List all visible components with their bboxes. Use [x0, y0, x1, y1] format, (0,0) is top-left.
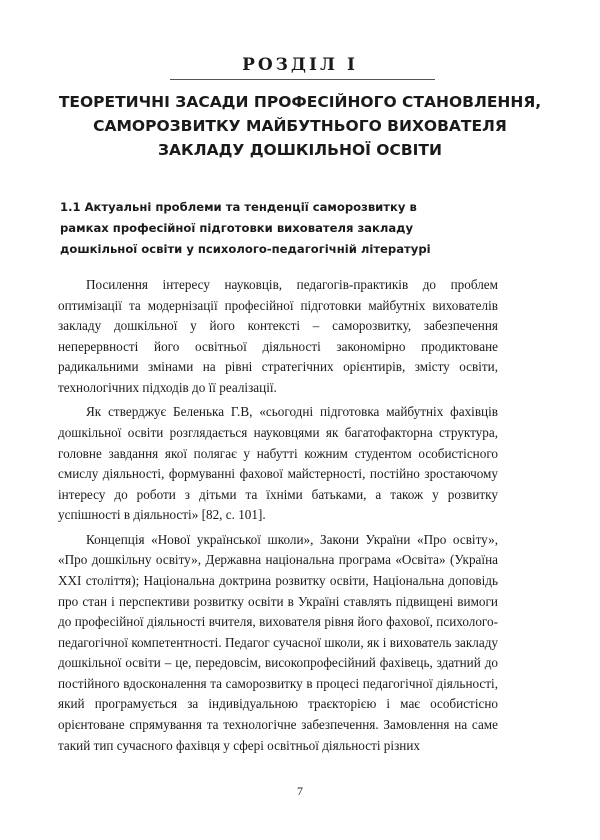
paragraph: Посилення інтересу науковців, педагогів-практиків до проблем оптимізації та модернізації професійної підготовки майбутніх вихователів закладу дошкільної у його контексті – саморозвитку, забезпечення неперервності його освітньої діяльності закономірно продиктоване радикальними змінами на рівні стратегічних орієнтирів, змісту освіти, технологічних підходів до її реалізації. — [58, 277, 498, 395]
subsection-title — [60, 197, 540, 260]
section-divider — [170, 79, 435, 80]
chapter-title-line: ЗАКЛАДУ ДОШКІЛЬНОЇ ОСВІТИ — [158, 141, 442, 159]
body-text — [58, 275, 498, 760]
chapter-title-line: ТЕОРЕТИЧНІ ЗАСАДИ ПРОФЕСІЙНОГО СТАНОВЛЕННЯ, — [58, 93, 542, 111]
page-number: 7 — [297, 784, 303, 798]
section-label: РОЗДІЛ І — [242, 55, 358, 75]
paragraph: Концепція «Нової української школи», Закони України «Про освіту», «Про дошкільну освіту», Державна національна програма «Освіта» (Україна XXI століття); Національна доктрина розвитку освіти, Національна доповідь про стан і перспективи розвитку освіти в Україні ставлять підвищені вимоги до професійної діяльності вчителя, вихователя рівня його фахової, психолого-педагогічної компетентності. Педагог сучасної школи, як і вихователь закладу дошкільної освіти – це, передовсім, високопрофесійний фахівець, здатний до постійного вдосконалення та саморозвитку в процесі педагогічної діяльності, який програмується за індивідуальною траєкторією і має особистісно орієнтоване спрямування та технологічне забезпечення. Замовлення на саме такий тип сучасного фахівця у сфері освітньої діяльності різних — [58, 531, 498, 753]
subsection-title-line: рамках професійної підготовки вихователя закладу — [60, 221, 414, 235]
paragraph: Як стверджує Беленька Г.В, «сьогодні підготовка майбутніх фахівців дошкільної освіти розглядається науковцями як багатофакторна структура, головне завдання якої полягає у набутті кожним студентом особистісного смислу діяльності, формуванні фахової майстерності, постійно зростаючому інтересу до роботи з дітьми та їхніми батьками, а також у розвитку успішності в діяльності» [82, с. 101]. — [58, 404, 498, 523]
subsection-title-line: дошкільної освіти у психолого-педагогічній літературі — [60, 242, 431, 256]
subsection-title-line: 1.1 Актуальні проблеми та тенденції саморозвитку в — [60, 200, 417, 214]
chapter-title-line: САМОРОЗВИТКУ МАЙБУТНЬОГО ВИХОВАТЕЛЯ — [93, 117, 507, 135]
chapter-title — [0, 90, 600, 162]
